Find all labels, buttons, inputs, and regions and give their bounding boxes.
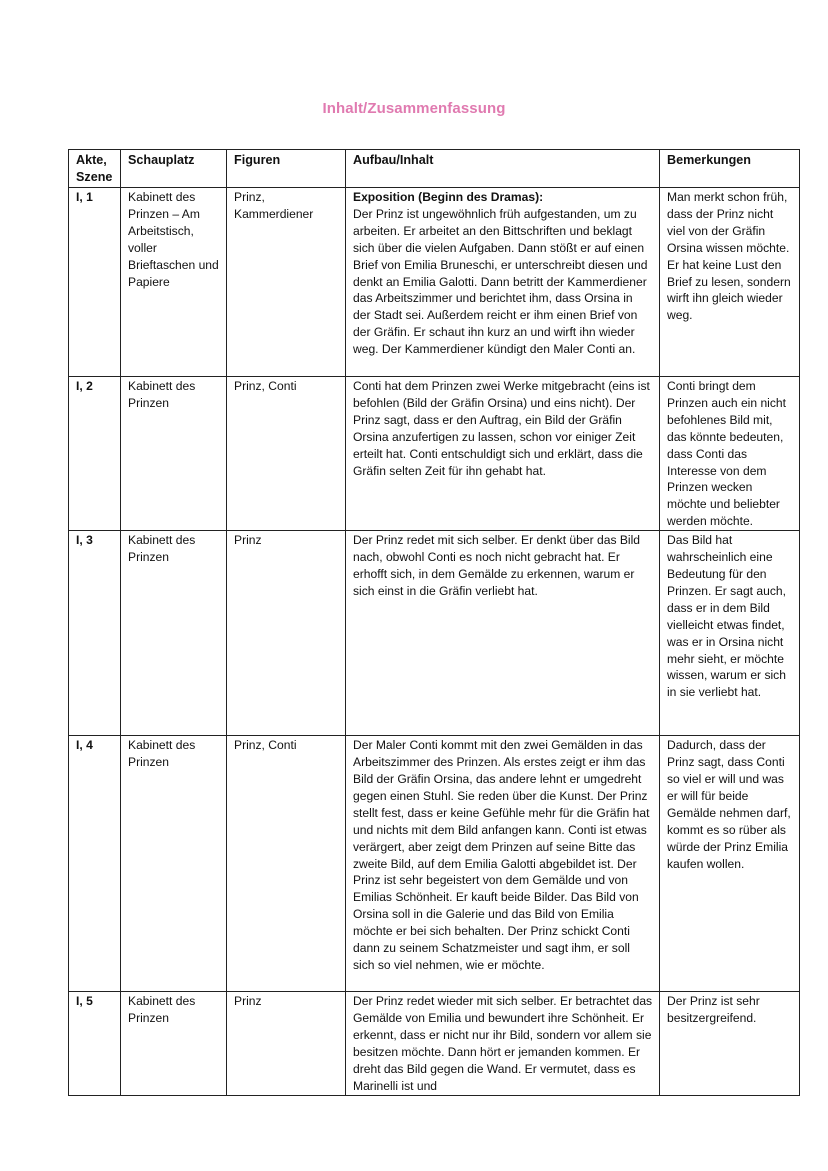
cell-figuren: Prinz bbox=[227, 992, 346, 1095]
header-inhalt: Aufbau/Inhalt bbox=[346, 150, 660, 188]
cell-bemerkungen: Das Bild hat wahrscheinlich eine Bedeutung für den Prinzen. Er sagt auch, dass er in dem Bild vielleicht etwas findet, was er in Orsina nicht mehr sieht, er möchte wissen, warum er sich in sie verliebt hat. bbox=[660, 531, 800, 736]
cell-figuren: Prinz, Kammerdiener bbox=[227, 188, 346, 377]
cell-schauplatz: Kabinett des Prinzen bbox=[121, 377, 227, 531]
cell-schauplatz: Kabinett des Prinzen bbox=[121, 531, 227, 736]
table-row bbox=[69, 188, 800, 377]
content-text: Der Prinz ist ungewöhnlich früh aufgestanden, um zu arbeiten. Er arbeitet an den Bittschriften und beklagt sich über die vielen Aufgaben. Dann stößt er auf einen Brief von Emilia Bruneschi, er unterschreibt diesen und denkt an Emilia Galotti. Dann betritt der Kammerdiener das Arbeitszimmer und berichtet ihm, dass Orsina in der Stadt sei. Außerdem reicht er ihm einen Brief von der Gräfin. Er schaut ihn kurz an und wirft ihn wieder weg. Der Kammerdiener kündigt den Maler Conti an. bbox=[353, 206, 648, 357]
content-text: Der Prinz redet mit sich selber. Er denkt über das Bild nach, obwohl Conti es noch nicht gebracht hat. Er erhofft sich, in dem Gemälde zu erkennen, warum er sich einst in die Gräfin verliebt hat. bbox=[353, 533, 641, 598]
content-text: Der Maler Conti kommt mit den zwei Gemälden in das Arbeitszimmer des Prinzen. Als erstes zeigt er ihm das Bild der Gräfin Orsina, das andere lehnt er umgedreht gegen einen Stuhl. Sie reden über die Kunst. Der Prinz stellt fest, dass er keine Gefühle mehr für die Gräfin hat und nichts mit dem Bild anfangen kann. Conti ist etwas verärgert, aber zeigt dem Prinzen auf seine Bitte das zweite Bild, auf dem Emilia Galotti abgebildet ist. Der Prinz ist sehr begeistert von dem Gemälde und von Emilias Schönheit. Er kauft beide Bilder. Das Bild von Orsina soll in die Galerie und das Bild von Emilia möchte er bei sich behalten. Der Prinz schickt Conti dann zu seinem Schatzmeister und sagt ihm, er soll sich so viel nehmen, wie er möchte. bbox=[353, 738, 650, 972]
cell-inhalt bbox=[346, 992, 660, 1095]
table-row bbox=[69, 377, 800, 531]
content-heading: Exposition (Beginn des Dramas): bbox=[353, 190, 544, 204]
cell-bemerkungen: Man merkt schon früh, dass der Prinz nicht viel von der Gräfin Orsina wissen möchte. Er hat keine Lust den Brief zu lesen, sondern wirft ihn gleich wieder weg. bbox=[660, 188, 800, 377]
table-row bbox=[69, 531, 800, 736]
cell-akte: I, 2 bbox=[69, 377, 121, 531]
header-bemerkungen: Bemerkungen bbox=[660, 150, 800, 188]
content-text: Conti hat dem Prinzen zwei Werke mitgebracht (eins ist befohlen (Bild der Gräfin Orsina) und eins nicht). Der Prinz sagt, dass er den Auftrag, ein Bild der Gräfin Orsina anzufertigen zu lassen, schon vor einiger Zeit erteilt hat. Conti entschuldigt sich und erklärt, dass die Gräfin selten Zeit für ihn gehabt hat. bbox=[353, 379, 650, 478]
cell-bemerkungen: Dadurch, dass der Prinz sagt, dass Conti so viel er will und was er will für beide Gemälde nehmen darf, kommt es so rüber als würde der Prinz Emilia kaufen wollen. bbox=[660, 736, 800, 992]
table-row bbox=[69, 992, 800, 1095]
cell-akte: I, 5 bbox=[69, 992, 121, 1095]
cell-bemerkungen: Der Prinz ist sehr besitzergreifend. bbox=[660, 992, 800, 1095]
cell-schauplatz: Kabinett des Prinzen bbox=[121, 736, 227, 992]
cell-akte: I, 1 bbox=[69, 188, 121, 377]
header-figuren: Figuren bbox=[227, 150, 346, 188]
cell-figuren: Prinz bbox=[227, 531, 346, 736]
table-header-row bbox=[69, 150, 800, 188]
cell-akte: I, 3 bbox=[69, 531, 121, 736]
page-title: Inhalt/Zusammenfassung bbox=[322, 100, 506, 117]
cell-figuren: Prinz, Conti bbox=[227, 377, 346, 531]
cell-schauplatz: Kabinett des Prinzen – Am Arbeitstisch, voller Brieftaschen und Papiere bbox=[121, 188, 227, 377]
content-text: Der Prinz redet wieder mit sich selber. Er betrachtet das Gemälde von Emilia und bewundert ihre Schönheit. Er erkennt, dass er nicht nur ihr Bild, sondern vor allem sie besitzen möchte. Dann hört er jemanden kommen. Er dreht das Bild gegen die Wand. Er vermutet, dass es Marinelli ist und bbox=[353, 994, 653, 1093]
table-row bbox=[69, 736, 800, 992]
cell-inhalt bbox=[346, 531, 660, 736]
cell-inhalt bbox=[346, 377, 660, 531]
cell-akte: I, 4 bbox=[69, 736, 121, 992]
header-schauplatz: Schauplatz bbox=[121, 150, 227, 188]
cell-figuren: Prinz, Conti bbox=[227, 736, 346, 992]
cell-bemerkungen: Conti bringt dem Prinzen auch ein nicht befohlenes Bild mit, das könnte bedeuten, dass Conti das Interesse von dem Prinzen wecken möchte und beliebter werden möchte. bbox=[660, 377, 800, 531]
header-akte: Akte, Szene bbox=[69, 150, 121, 188]
cell-inhalt bbox=[346, 736, 660, 992]
summary-table bbox=[68, 149, 800, 1096]
cell-schauplatz: Kabinett des Prinzen bbox=[121, 992, 227, 1095]
cell-inhalt bbox=[346, 188, 660, 377]
